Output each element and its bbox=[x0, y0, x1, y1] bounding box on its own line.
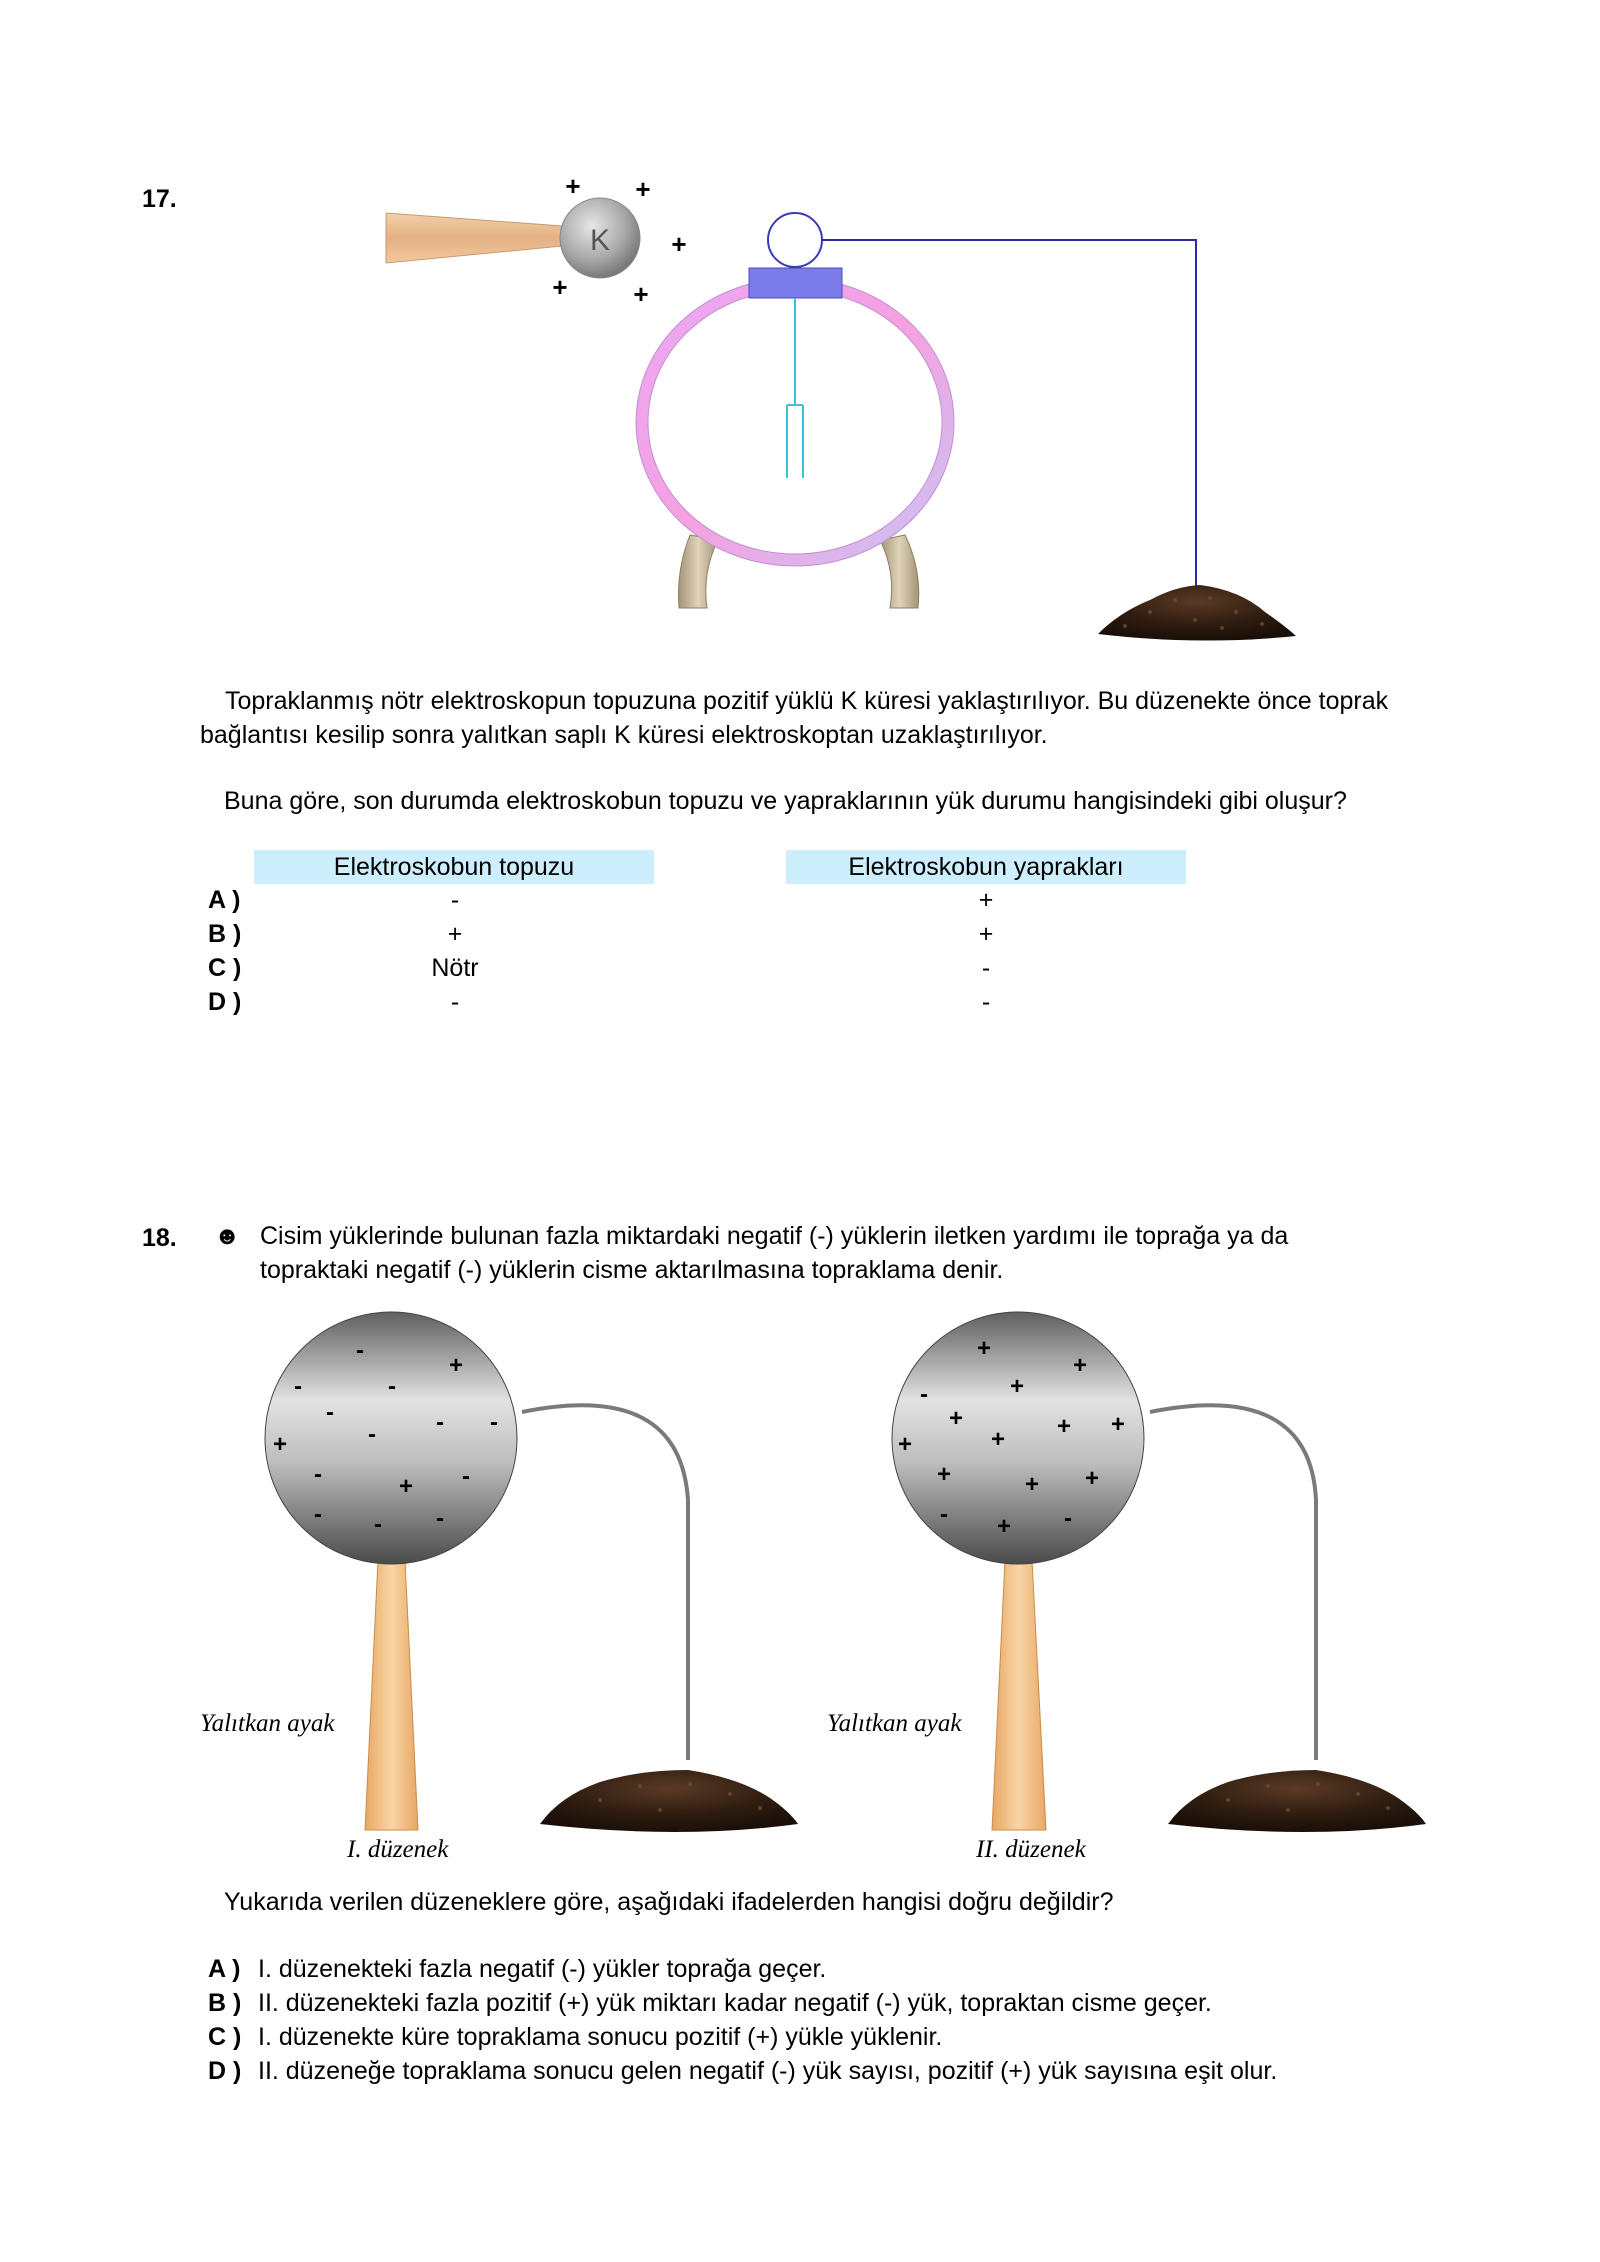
option-a-leaves: + bbox=[978, 886, 994, 914]
wire-setup-1 bbox=[522, 1405, 688, 1760]
q18-option-c-letter[interactable]: C ) bbox=[208, 2023, 242, 2051]
plus-charge: + bbox=[1009, 1373, 1025, 1400]
electroscope-leg-left bbox=[678, 535, 718, 608]
electroscope-leg-right bbox=[880, 535, 919, 608]
minus-charge: - bbox=[314, 1461, 322, 1488]
insulator-label-1: Yalıtkan ayak bbox=[200, 1710, 335, 1737]
plus-charge: + bbox=[272, 1431, 288, 1458]
plus-charge: + bbox=[976, 1335, 992, 1362]
q18-option-b-text[interactable]: II. düzenekteki fazla pozitif (+) yük miktarı kadar negatif (-) yük, topraktan cisme geçer. bbox=[258, 1989, 1212, 2017]
option-c-letter[interactable]: C ) bbox=[208, 954, 242, 982]
option-a-knob: - bbox=[450, 886, 460, 914]
sphere-k-label: K bbox=[589, 224, 611, 257]
soil-pile-2 bbox=[1168, 1770, 1426, 1832]
soil-pile-1 bbox=[540, 1770, 798, 1832]
option-a-letter[interactable]: A ) bbox=[208, 886, 241, 914]
insulating-handle bbox=[386, 213, 562, 263]
sphere-setup-1 bbox=[265, 1312, 517, 1564]
q18-option-d-text[interactable]: II. düzeneğe topraklama sonucu gelen negatif (-) yük sayısı, pozitif (+) yük sayısına eşit olur. bbox=[258, 2057, 1278, 2085]
minus-charge: - bbox=[462, 1463, 470, 1490]
plus-charge: + bbox=[897, 1431, 913, 1458]
q18-option-a-text[interactable]: I. düzenekteki fazla negatif (-) yükler toprağa geçer. bbox=[258, 1955, 827, 1983]
minus-charge: - bbox=[436, 1505, 444, 1532]
minus-charge: - bbox=[436, 1409, 444, 1436]
insulator-label-2: Yalıtkan ayak bbox=[827, 1710, 962, 1737]
plus-charge: + bbox=[671, 229, 687, 259]
electroscope-stopper bbox=[749, 268, 842, 298]
option-b-knob: + bbox=[447, 920, 463, 948]
insulator-stand-1 bbox=[365, 1560, 418, 1830]
q18-option-a-letter[interactable]: A ) bbox=[208, 1955, 241, 1983]
minus-charge: - bbox=[388, 1373, 396, 1400]
setup-1-label: I. düzenek bbox=[347, 1836, 449, 1863]
plus-charge: + bbox=[1084, 1465, 1100, 1492]
minus-charge: - bbox=[374, 1511, 382, 1538]
option-d-letter[interactable]: D ) bbox=[208, 988, 242, 1016]
plus-charge: + bbox=[398, 1473, 414, 1500]
q18-statement-line2: topraktaki negatif (-) yüklerin cisme aktarılmasına topraklama denir. bbox=[260, 1256, 1004, 1284]
plus-charge: + bbox=[990, 1426, 1006, 1453]
plus-charge: + bbox=[1072, 1352, 1088, 1379]
grounding-diagram bbox=[0, 1300, 1600, 1880]
q18-question: Yukarıda verilen düzeneklere göre, aşağıdaki ifadelerden hangisi doğru değildir? bbox=[224, 1888, 1114, 1916]
plus-charge: + bbox=[936, 1461, 952, 1488]
plus-charge: + bbox=[1056, 1413, 1072, 1440]
electroscope-knob bbox=[768, 213, 822, 267]
minus-charge: - bbox=[920, 1381, 928, 1408]
minus-charge: - bbox=[940, 1501, 948, 1528]
minus-charge: - bbox=[326, 1399, 334, 1426]
minus-charge: - bbox=[1064, 1505, 1072, 1532]
minus-charge: - bbox=[356, 1337, 364, 1364]
setup-2-label: II. düzenek bbox=[976, 1836, 1086, 1863]
q17-question: Buna göre, son durumda elektroskobun topuzu ve yapraklarının yük durumu hangisindeki gibi oluşur? bbox=[224, 787, 1347, 815]
plus-charge: + bbox=[1024, 1471, 1040, 1498]
option-c-leaves: - bbox=[981, 954, 991, 982]
q18-option-d-letter[interactable]: D ) bbox=[208, 2057, 242, 2085]
table-header-knob: Elektroskobun topuzu bbox=[254, 850, 654, 884]
plus-charge: + bbox=[1110, 1411, 1126, 1438]
insulator-stand-2 bbox=[992, 1560, 1046, 1830]
sphere-setup-2 bbox=[892, 1312, 1144, 1564]
electroscope-diagram bbox=[0, 0, 1600, 660]
option-c-knob: Nötr bbox=[431, 954, 479, 982]
option-d-knob: - bbox=[450, 988, 460, 1016]
question-number-17: 17. bbox=[142, 185, 177, 213]
soil-pile bbox=[1098, 585, 1296, 641]
minus-charge: - bbox=[294, 1373, 302, 1400]
plus-charge: + bbox=[565, 171, 581, 201]
bullet-icon: ☻ bbox=[214, 1222, 241, 1250]
minus-charge: - bbox=[490, 1409, 498, 1436]
option-b-leaves: + bbox=[978, 920, 994, 948]
question-number-18: 18. bbox=[142, 1224, 177, 1252]
q17-paragraph: Topraklanmış nötr elektroskopun topuzuna pozitif yüklü K küresi yaklaştırılıyor. Bu düzenekte önce toprak bağlantısı kesilip sonra yalıtkan saplı K küresi elektroskoptan uzaklaştırılıyor. bbox=[200, 687, 1389, 749]
option-d-leaves: - bbox=[981, 988, 991, 1016]
q18-statement-line1: Cisim yüklerinde bulunan fazla miktardaki negatif (-) yüklerin iletken yardımı ile toprağa ya da bbox=[260, 1222, 1289, 1250]
q18-option-c-text[interactable]: I. düzenekte küre topraklama sonucu pozitif (+) yükle yüklenir. bbox=[258, 2023, 943, 2051]
plus-charge: + bbox=[635, 174, 651, 204]
plus-charge: + bbox=[948, 1405, 964, 1432]
plus-charge: + bbox=[996, 1513, 1012, 1540]
plus-charge: + bbox=[633, 279, 649, 309]
plus-charge: + bbox=[448, 1352, 464, 1379]
q18-option-b-letter[interactable]: B ) bbox=[208, 1989, 242, 2017]
wire-setup-2 bbox=[1150, 1405, 1316, 1760]
option-b-letter[interactable]: B ) bbox=[208, 920, 242, 948]
plus-charge: + bbox=[552, 272, 568, 302]
table-header-leaves: Elektroskobun yaprakları bbox=[786, 850, 1186, 884]
minus-charge: - bbox=[368, 1421, 376, 1448]
minus-charge: - bbox=[314, 1501, 322, 1528]
